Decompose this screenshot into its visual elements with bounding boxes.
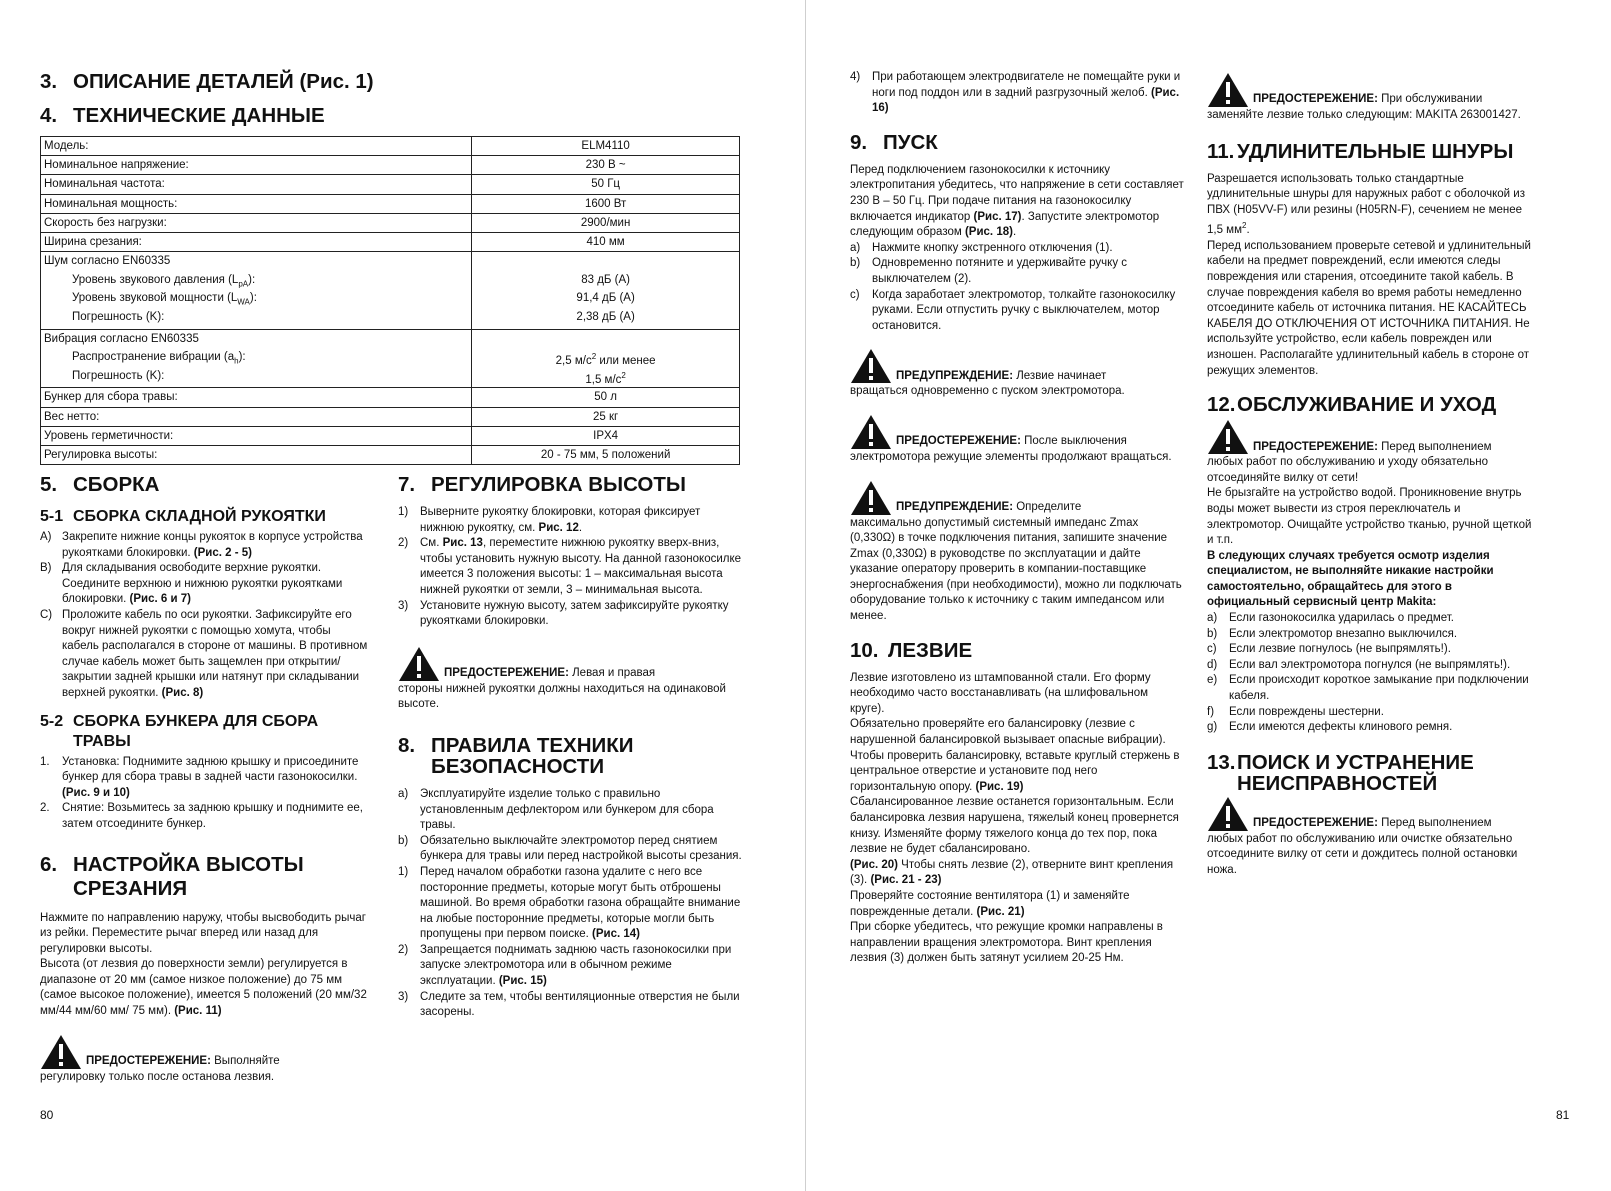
list-item: C) Проложите кабель по оси рукоятки. Зафиксируйте его вокруг нижней рукоятки с помощью хомута, чтобы кабель располагался в стороне от машины. В противном случае кабель может быть защемлен при открытии/закрытии задней крышки или натянут при складывании верхней рукоятки. (Рис. 8) [40, 608, 368, 699]
spec-key: Модель: [41, 137, 472, 156]
spec-row [41, 137, 740, 156]
spec-sub-key: Погрешность (K): [72, 311, 165, 323]
heading-7: 7. РЕГУЛИРОВКА ВЫСОТЫ [398, 473, 686, 496]
spec-key: Уровень герметичности: [41, 426, 472, 445]
heading-12: 12. ОБСЛУЖИВАНИЕ И УХОД [1207, 393, 1497, 417]
spec-key: Регулировка высоты: [41, 445, 472, 464]
spec-row [41, 156, 740, 175]
warning-w5: ПРЕДОСТЕРЕЖЕНИЕ: Перед выполнением любых работ по обслуживанию и уходу обязательно отсоединяйте вилку от сети! [1207, 419, 1535, 486]
spec-sub-value: 2,5 $м/с^2$ или менее [555, 352, 656, 368]
warning-icon [1207, 72, 1251, 108]
spec-value: 25 кг [472, 407, 740, 426]
heading-13: 13. ПОИСК И УСТРАНЕНИЕ НЕИСПРАВНОСТЕЙ [1207, 750, 1474, 795]
spec-row [41, 194, 740, 213]
spec-group-row [41, 252, 740, 329]
list-item: a) Если газонокосилка ударилась о предмет. [1207, 612, 1454, 625]
spec-key: Номинальная частота: [41, 175, 472, 194]
list-item: 1) Выверните рукоятку блокировки, которая фиксирует нижнюю рукоятку, см. Рис. 12. [398, 506, 701, 534]
left-col-b [398, 473, 743, 1021]
warning-w3: ПРЕДУПРЕЖДЕНИЕ: Определите максимально допустимый системный импеданс Zmax (0,330Ω) в точке подключения питания, запишите значение Zmax (0,330Ω) в руководстве по эксплуатации и дайте указание оператору проверить в компании-поставщике энергоснабжения (при необходимости), можно ли подключать оборудование только к источнику с таким импедансом или менее. [850, 480, 1185, 625]
spec-key: Ширина срезания: [41, 233, 472, 252]
spec-row [41, 388, 740, 407]
s6-paragraph-1: Нажмите по направлению наружу, чтобы высвободить рычаг из рейки. Переместите рычаг вперед или назад для регулировки высоты. [40, 911, 366, 955]
spec-value: IPX4 [472, 426, 740, 445]
list-item: e) Если происходит короткое замыкание при подключении кабеля. [1207, 674, 1529, 703]
list-item: 3) Следите за тем, чтобы вентиляционные отверстия не были засорены. [398, 990, 740, 1019]
list-item: c) Когда заработает электромотор, толкайте газонокосилку руками. Если отпустить ручку с выключателем, мотор остановится. [850, 288, 1176, 332]
spec-row [41, 445, 740, 464]
warning-icon [850, 348, 894, 384]
list-item: g) Если имеются дефекты клинового ремня. [1207, 721, 1453, 734]
spec-sub-key: Уровень звукового давления $(L_{pA})$: [72, 273, 256, 289]
s6-paragraph-2: Высота (от лезвия до поверхности земли) регулируется в диапазоне от 20 мм (самое низкое положение) до 75 мм (самое высокое положение), имеется 5 положений (20 мм/32 мм/44 мм/60 мм/ 75 мм). (Рис. 11) [40, 958, 367, 1018]
spec-sub-value: 91,4 дБ (A) [576, 292, 635, 305]
spec-value: 20 - 75 мм, 5 положений [472, 445, 740, 464]
spec-row [41, 407, 740, 426]
spec-sub-key: Уровень звуковой мощности $(L_{WA})$: [72, 292, 257, 307]
list-5-2 [40, 755, 370, 833]
spec-group-keys [41, 252, 472, 329]
spec-key: Бункер для сбора травы: [41, 388, 472, 407]
spec-value: 230 В ~ [472, 156, 740, 175]
heading-11: 11. УДЛИНИТЕЛЬНЫЕ ШНУРЫ [1207, 139, 1514, 163]
left-col-a [40, 473, 370, 1085]
spec-sub-value: 1,5 $м/с^2$ [585, 370, 626, 386]
spec-value: ELM4110 [472, 137, 740, 156]
warning-icon [40, 1034, 84, 1070]
s10-paragraph-4: (Рис. 20) Чтобы снять лезвие (2), отверните винт крепления (3). (Рис. 21 - 23) [850, 858, 1174, 887]
spec-group-blank [475, 253, 736, 272]
spec-value: 50 л [472, 388, 740, 407]
spec-value: 410 мм [472, 233, 740, 252]
spec-key: Номинальная мощность: [41, 194, 472, 213]
list-item: b) Если электромотор внезапно выключился. [1207, 627, 1458, 640]
list-item: A) Закрепите нижние концы рукояток в корпусе устройства рукоятками блокировки. (Рис. 2 - 5) [40, 531, 363, 559]
warning-icon [1207, 419, 1251, 455]
spec-group-blank [475, 331, 736, 350]
s11-paragraph-1: Разрешается использовать только стандартные удлинительные шнуры для наружных работ с оболочкой из ПВХ (H05VV-F) или резины (H05RN-F), сечением не менее 1,5 $мм^2$. [1207, 172, 1525, 237]
warning-s7: ПРЕДОСТЕРЕЖЕНИЕ: Левая и правая стороны нижней рукоятки должны находиться на одинаковой высоте. [398, 646, 743, 713]
warning-icon [398, 646, 442, 682]
heading-5: 5. СБОРКА [40, 473, 160, 496]
list-5-1 [40, 530, 370, 702]
heading-4: 4. ТЕХНИЧЕСКИЕ ДАННЫЕ [40, 104, 325, 127]
list-7 [398, 505, 743, 630]
list-item: 1. Установка: Поднимите заднюю крышку и присоедините бункер для сбора травы в задней части газонокосилки. (Рис. 9 и 10) [40, 755, 359, 799]
spec-row [41, 213, 740, 232]
spec-value: 1600 Вт [472, 194, 740, 213]
list-12 [1207, 611, 1535, 736]
spec-value: 2900/мин [472, 213, 740, 232]
s10-paragraph-5: Проверяйте состояние вентилятора (1) и заменяйте поврежденные детали. (Рис. 21) [850, 889, 1130, 918]
spec-key: Вес нетто: [41, 407, 472, 426]
warning-icon [1207, 796, 1251, 832]
right-col-b [1207, 72, 1535, 879]
spec-group-head: Шум согласно EN60335 [44, 255, 171, 268]
heading-5-2: 5-2 СБОРКА БУНКЕРА ДЛЯ СБОРА ТРАВЫ [40, 712, 319, 750]
warning-w1: ПРЕДУПРЕЖДЕНИЕ: Лезвие начинает вращаться одновременно с пуском электромотора. [850, 348, 1185, 400]
heading-9: 9. ПУСК [850, 130, 938, 154]
list-item: b) Одновременно потяните и удерживайте ручку с выключателем (2). [850, 257, 1128, 285]
s11-paragraph-2: Перед использованием проверьте сетевой и удлинительный кабели на предмет повреждений, если имеются следы повреждения или старения, отсоедините такой кабель. В случае повреждения кабеля во время работы немедленно отсоедините кабель от источника питания. НЕ КАСАЙТЕСЬ КАБЕЛЯ ДО ОТКЛЮЧЕНИЯ ОТ ИСТОЧНИКА ПИТАНИЯ. Не используйте устройство, если кабель поврежден или изношен. Располагайте удлинительный кабель в стороне от режущих элементов. [1207, 239, 1531, 377]
spec-group-values [472, 329, 740, 388]
s10-paragraph-3: Сбалансированное лезвие останется горизонтальным. Если балансировка лезвия нарушена, тяжелый конец провернется книзу. Изменяйте форму тяжелого конца до тех пор, пока лезвие не будет сбалансировано. [850, 796, 1179, 856]
warning-w6: ПРЕДОСТЕРЕЖЕНИЕ: Перед выполнением любых работ по обслуживанию или очистке обязательно отсоедините вилку от сети и дождитесь полной остановки ножа. [1207, 796, 1535, 879]
right-col-a [850, 70, 1185, 967]
page-number-left: 80 [40, 1108, 54, 1122]
list-item: 2. Снятие: Возьмитесь за заднюю крышку и поднимите ее, затем отсоедините бункер. [40, 802, 363, 830]
spec-group-row [41, 329, 740, 388]
list-item-8-4: 4) При работающем электродвигателе не помещайте руки и ноги под поддон или в задний разгрузочный желоб. (Рис. 16) [850, 71, 1181, 115]
list-item: 2) Запрещается поднимать заднюю часть газонокосилки при запуске электромотора или в обычном режиме эксплуатации. (Рис. 15) [398, 943, 732, 988]
list-8 [398, 787, 743, 1021]
list-item: B) Для складывания освободите верхние рукоятки. Соедините верхнюю и нижнюю рукоятки рукоятками блокировки. (Рис. 6 и 7) [40, 562, 343, 606]
list-item: a) Нажмите кнопку экстренного отключения (1). [850, 241, 1113, 254]
spec-group-keys [41, 329, 472, 388]
spec-table [40, 136, 740, 465]
list-item: a) Эксплуатируйте изделие только с правильно установленным дефлектором или бункером для сбора травы. [398, 787, 714, 832]
list-item: c) Если лезвие погнулось (не выпрямлять!). [1207, 643, 1451, 656]
page-number-right: 81 [1556, 1108, 1570, 1122]
spec-value: 50 Гц [472, 175, 740, 194]
s12-paragraph-1: Не брызгайте на устройство водой. Проникновение внутрь воды может вывести из строя переключатель и электромотор. Очищайте устройство тканью, ручной щеткой и т.п. [1207, 487, 1532, 547]
spec-sub-value: 2,38 дБ (A) [576, 311, 635, 323]
spec-key: Скорость без нагрузки: [41, 213, 472, 232]
s9-paragraph: Перед подключением газонокосилки к источнику электропитания убедитесь, что напряжение в сети составляет 230 В – 50 Гц. При подаче питания на газонокосилку включается индикатор (Рис. 17). Запустите электромотор следующим образом (Рис. 18). [850, 163, 1184, 239]
heading-3: 3. ОПИСАНИЕ ДЕТАЛЕЙ (Рис. 1) [40, 70, 374, 93]
s10-paragraph-6: При сборке убедитесь, что режущие кромки направлены в направлении вращения электромотора. Винт крепления лезвия (3) должен быть затянут усилием 20-25 Нм. [850, 921, 1163, 965]
warning-s6: ПРЕДОСТЕРЕЖЕНИЕ: Выполняйте регулировку только после останова лезвия. [40, 1034, 370, 1086]
list-item: b) Обязательно выключайте электромотор перед снятием бункера для травы или перед настройкой высоты срезания. [398, 834, 742, 863]
spec-row [41, 175, 740, 194]
list-item: d) Если вал электромотора погнулся (не выпрямлять!). [1207, 658, 1511, 671]
list-9 [850, 241, 1185, 335]
spec-row [41, 426, 740, 445]
warning-icon [850, 414, 894, 450]
spec-sub-key: Распространение вибрации $(a_h)$: [72, 351, 246, 366]
s12-paragraph-2: В следующих случаях требуется осмотр изделия специалистом, не выполняйте никакие настройки самостоятельно, обращайтесь для этого в официальный сервисный центр Makita: [1207, 549, 1494, 609]
heading-5-1: 5-1 СБОРКА СКЛАДНОЙ РУКОЯТКИ [40, 508, 326, 525]
spec-row [41, 233, 740, 252]
heading-10: 10. ЛЕЗВИЕ [850, 638, 973, 662]
spec-key: Номинальное напряжение: [41, 156, 472, 175]
s10-paragraph-2: Обязательно проверяйте его балансировку (лезвие с нарушенной балансировкой вызывает опасные вибрации). Чтобы проверить балансировку, вставьте круглый стержень в центральное отверстие и установите под него горизонтальную опору. (Рис. 19) [850, 718, 1180, 793]
spec-group-values [472, 252, 740, 329]
warning-icon [850, 480, 894, 516]
spec-group-head: Вибрация согласно EN60335 [44, 332, 199, 345]
warning-w4: ПРЕДОСТЕРЕЖЕНИЕ: При обслуживании заменяйте лезвие только следующим: MAKITA 263001427. [1207, 72, 1535, 124]
left-page-top [40, 70, 744, 465]
spec-sub-value: 83 дБ (A) [581, 273, 630, 286]
list-item: f) Если повреждены шестерни. [1207, 705, 1384, 718]
heading-6: 6. НАСТРОЙКА ВЫСОТЫ СРЕЗАНИЯ [40, 852, 304, 900]
list-item: 2) См. Рис. 13, переместите нижнюю рукоятку вверх-вниз, чтобы установить нужную высоту. На данной газонокосилке имеется 3 положения высоты: 1 – максимальная высота нижней рукоятки от земли, 3 – минимальная высота. [398, 537, 742, 596]
list-item: 3) Установите нужную высоту, затем зафиксируйте рукоятку рукоятками блокировки. [398, 599, 729, 628]
heading-8: 8. ПРАВИЛА ТЕХНИКИ БЕЗОПАСНОСТИ [398, 733, 634, 778]
warning-w2: ПРЕДОСТЕРЕЖЕНИЕ: После выключения электромотора режущие элементы продолжают вращаться. [850, 414, 1185, 466]
spec-sub-key: Погрешность (K): [72, 369, 165, 382]
page-spine [805, 0, 806, 1191]
s10-paragraph-1: Лезвие изготовлено из штампованной стали. Его форму необходимо часто восстанавливать (на шлифовальном круге). [850, 671, 1151, 715]
list-item: 1) Перед началом обработки газона удалите с него все посторонние предметы, которые могут быть отброшены машиной. Во время обработки газона обращайте внимание на любые посторонние предметы, которые могли быть пропущены при первом поиске. (Рис. 14) [398, 865, 741, 941]
